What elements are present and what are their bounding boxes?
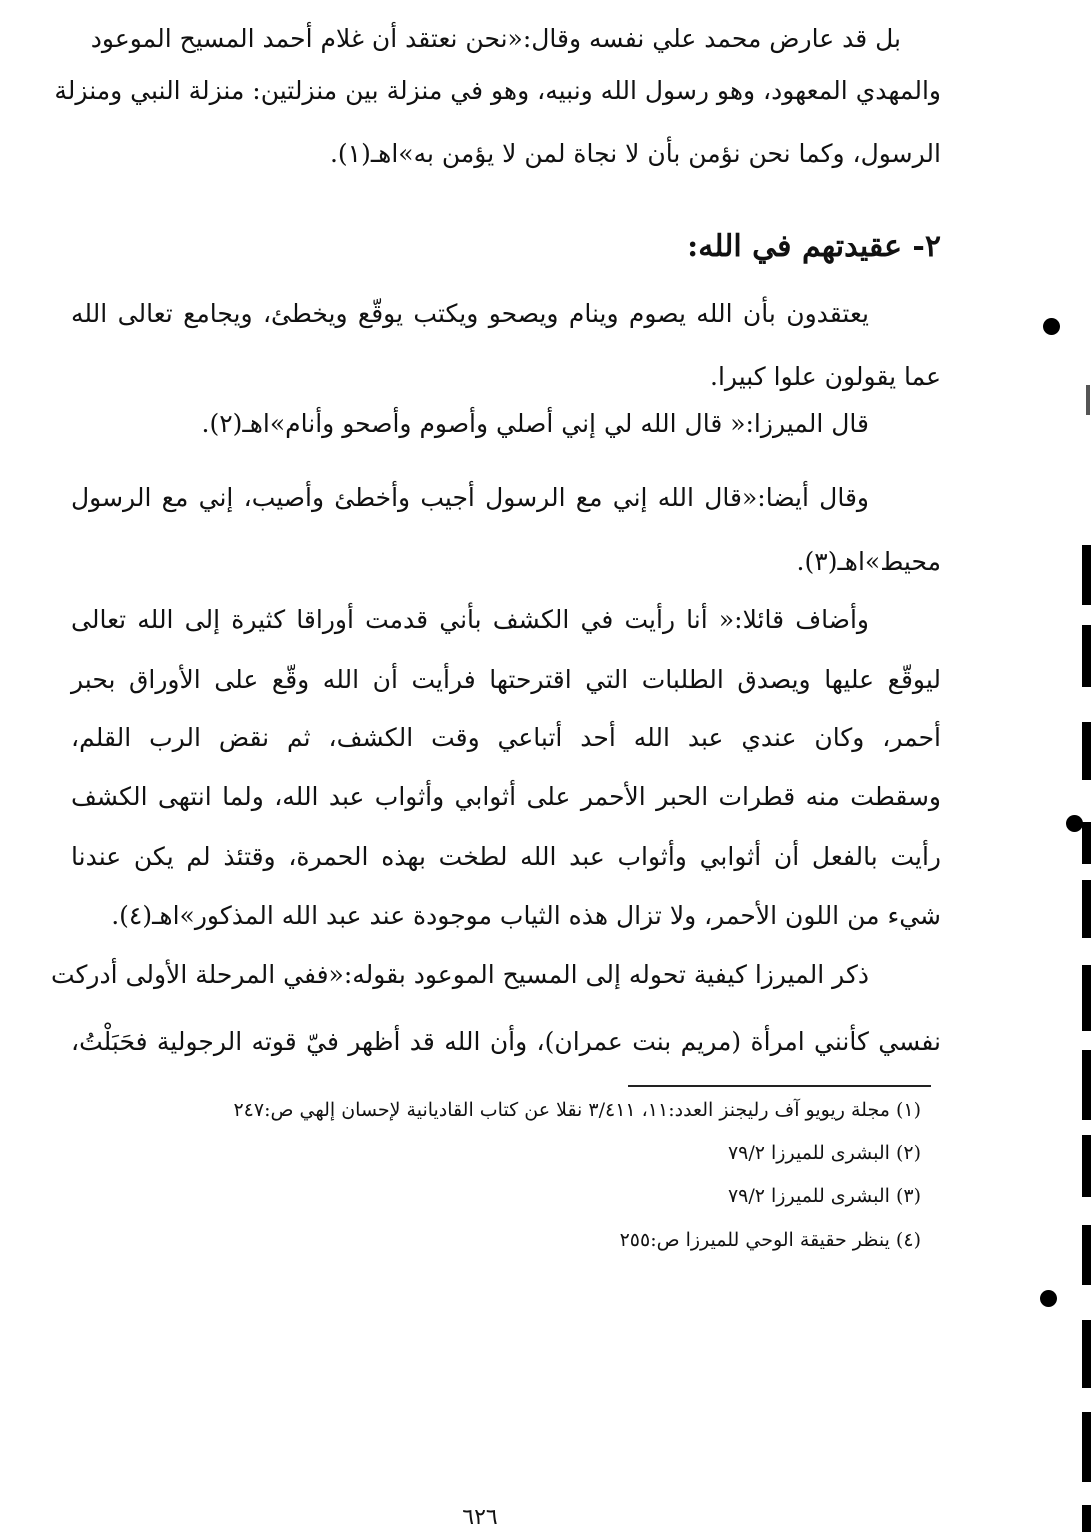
scan-edge-mark <box>1086 385 1090 415</box>
scan-edge-mark <box>1082 545 1091 605</box>
footnote-4: (٤) ينظر حقيقة الوحي للميرزا ص:٢٥٥ <box>619 1229 921 1251</box>
scan-edge-mark <box>1082 1320 1091 1388</box>
body-line-1: بل قد عارض محمد علي نفسه وقال:«نحن نعتقد أن غلام أحمد المسيح الموعود <box>90 24 901 53</box>
body-line-7: وقال أيضا:«قال الله إني مع الرسول أجيب وأخطئ وأصيب، إني مع الرسول <box>71 483 869 512</box>
body-line-6: قال الميرزا:« قال الله لي إني أصلي وأصوم وأصحو وأنام»اهـ(٢). <box>201 409 869 438</box>
body-line-11: أحمر، وكان عندي عبد الله أحد أتباعي وقت الكشف، ثم نقض الرب القلم، <box>71 723 941 752</box>
page-number: ٦٢٦ <box>462 1505 498 1530</box>
body-line-15: ذكر الميرزا كيفية تحوله إلى المسيح الموعود بقوله:«ففي المرحلة الأولى أدركت <box>50 960 869 989</box>
body-line-10: ليوقّع عليها ويصدق الطلبات التي اقترحتها فرأيت أن الله وقّع على الأوراق بحبر <box>71 665 941 694</box>
section-heading: ٢- عقيدتهم في الله: <box>687 229 941 264</box>
body-line-13: رأيت بالفعل أن أثوابي وأثواب عبد الله لطخت بهذه الحمرة، وقتئذ لم يكن عندنا <box>71 842 941 871</box>
scan-edge-mark <box>1082 880 1091 938</box>
footnote-separator <box>628 1085 931 1087</box>
body-line-2: والمهدي المعهود، وهو رسول الله ونبيه، وهو في منزلة بين منزلتين: منزلة النبي ومنزلة <box>54 76 941 105</box>
binding-hole-mark <box>1066 815 1083 832</box>
scan-edge-mark <box>1082 1050 1091 1120</box>
footnote-2: (٢) البشرى للميرزا ٧٩/٢ <box>727 1142 921 1164</box>
body-line-16: نفسي كأنني امرأة (مريم بنت عمران)، وأن الله قد أظهر فيّ قوته الرجولية فحَبَلْتُ، <box>71 1027 941 1056</box>
body-line-8: محيط»اهـ(٣). <box>796 547 941 576</box>
scan-edge-mark <box>1082 1225 1091 1285</box>
body-line-14: شيء من اللون الأحمر، ولا تزال هذه الثياب موجودة عند عبد الله المذكور»اهـ(٤). <box>111 901 941 930</box>
body-line-4: يعتقدون بأن الله يصوم وينام ويصحو ويكتب يوقّع ويخطئ، ويجامع تعالى الله <box>71 299 869 328</box>
scan-edge-mark <box>1082 822 1091 864</box>
binding-hole-mark <box>1043 318 1060 335</box>
scan-edge-mark <box>1082 1135 1091 1197</box>
scan-edge-mark <box>1082 1505 1091 1532</box>
body-line-5: عما يقولون علوا كبيرا. <box>710 362 941 391</box>
scan-edge-mark <box>1082 1412 1091 1482</box>
body-line-9: وأضاف قائلا:« أنا رأيت في الكشف بأني قدمت أوراقا كثيرة إلى الله تعالى <box>71 605 869 634</box>
scan-edge-mark <box>1082 965 1091 1031</box>
scan-edge-mark <box>1082 722 1091 780</box>
binding-hole-mark <box>1040 1290 1057 1307</box>
body-line-3: الرسول، وكما نحن نؤمن بأن لا نجاة لمن لا يؤمن به»اهـ(١). <box>329 139 941 168</box>
footnote-3: (٣) البشرى للميرزا ٧٩/٢ <box>727 1185 921 1207</box>
body-line-12: وسقطت منه قطرات الحبر الأحمر على أثوابي وأثواب عبد الله، ولما انتهى الكشف <box>71 782 941 811</box>
footnote-1: (١) مجلة ريويو آف رليجنز العدد:١١، ٣/٤١١ نقلا عن كتاب القاديانية لإحسان إلهي ص:٢٤٧ <box>233 1099 921 1121</box>
scan-edge-mark <box>1082 625 1091 687</box>
